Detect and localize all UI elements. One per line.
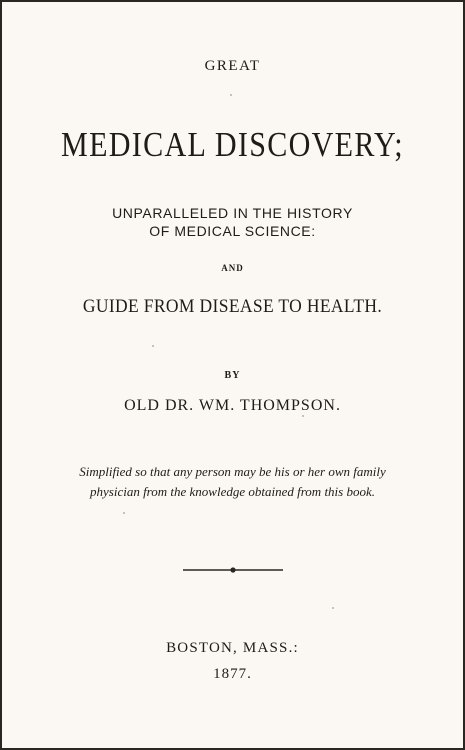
second-title: GUIDE FROM DISEASE TO HEALTH. — [82, 296, 383, 317]
note-line-2: physician from the knowledge obtained from this book. — [90, 484, 375, 499]
paper-speck — [302, 415, 304, 417]
paper-speck — [123, 512, 125, 514]
heading-great: GREAT — [204, 58, 261, 74]
paper-speck — [152, 345, 154, 347]
subtitle-line-1: UNPARALLELED IN THE HISTORY — [112, 205, 353, 221]
paper-speck — [230, 94, 232, 96]
publication-year: 1877. — [213, 666, 252, 682]
publication-place: BOSTON, MASS.: — [166, 640, 299, 656]
book-title: MEDICAL DISCOVERY; — [61, 125, 404, 164]
paper-speck — [332, 607, 334, 609]
by-label: BY — [224, 370, 241, 381]
ornamental-rule — [183, 564, 283, 576]
author-name: OLD DR. WM. THOMPSON. — [124, 397, 341, 414]
conjunction-and: AND — [221, 263, 244, 273]
note-line-1: Simplified so that any person may be his or her own family — [79, 464, 386, 479]
subtitle-line-2: OF MEDICAL SCIENCE: — [149, 223, 316, 239]
